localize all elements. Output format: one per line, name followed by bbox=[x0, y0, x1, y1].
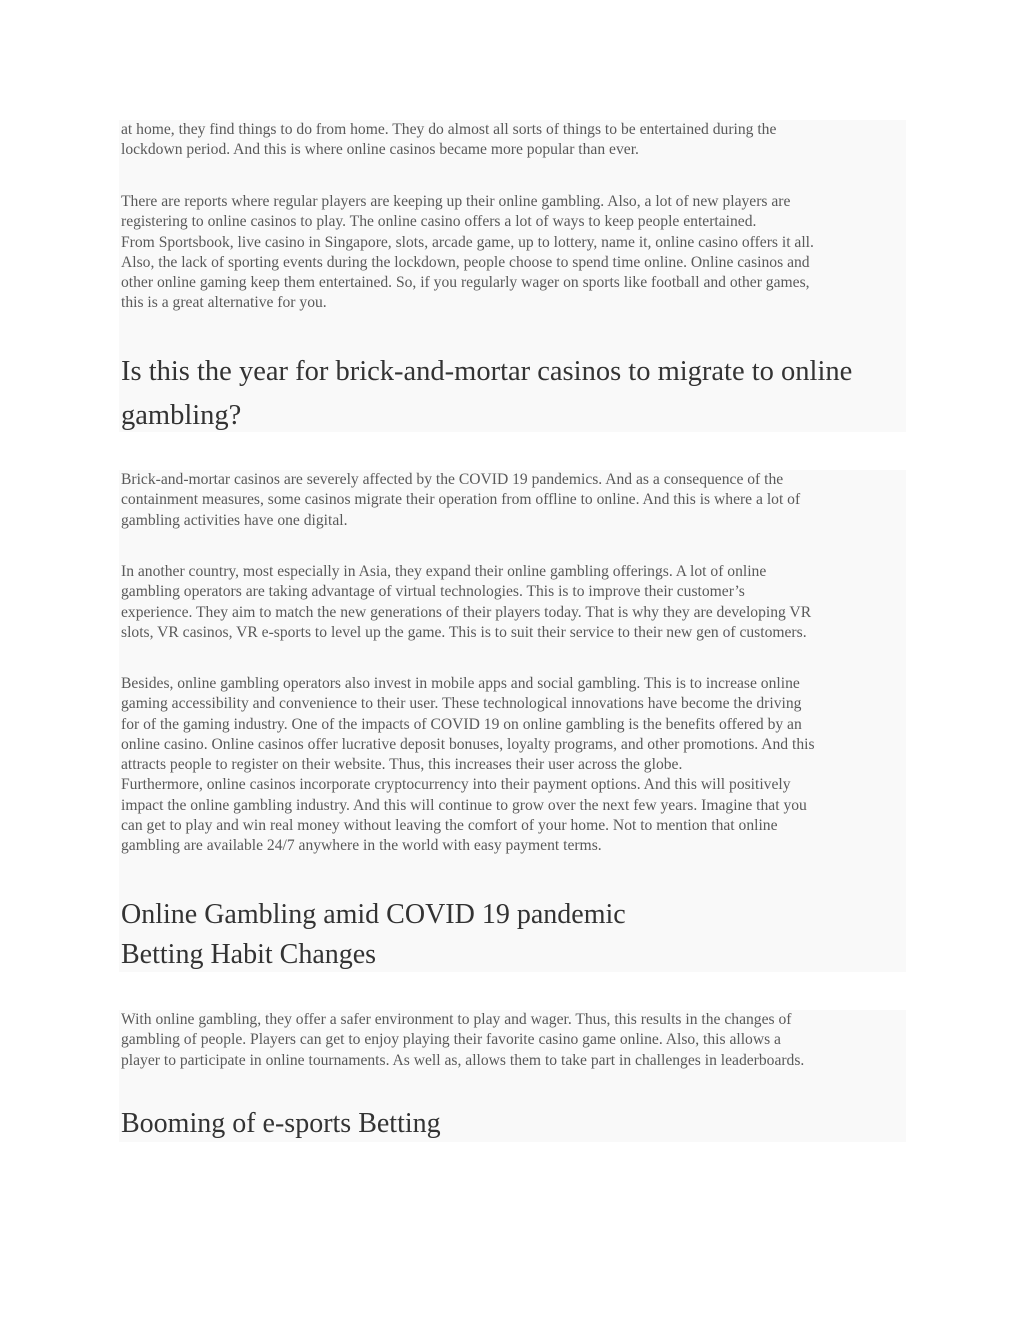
heading-online-gambling-covid: Online Gambling amid COVID 19 pandemic Betting Habit Changes bbox=[121, 899, 626, 970]
paragraph-mobile-apps: Besides, online gambling operators also invest in mobile apps and social gambling. This is to increase online gaming accessibility and convenience to their user. These technological innovations have become the driving for of the gaming industry. One of the impacts of COVID 19 on online gambling is the benefits offered by an online casino. Online casinos offer lucrative deposit bonuses, loyalty programs, and other promotions. And this attracts people to register on their website. Thus, this increases their user across the globe. Furthermore, online casinos incorporate cryptocurrency into their payment options. And this will positively impact the online gambling industry. And this will continue to grow over the next few years. Imagine that you can get to play and win real money without leaving the comfort of your home. Not to mention that online gambling are available 24/7 anywhere in the world with easy payment terms. bbox=[121, 675, 815, 855]
paragraph-brick-and-mortar: Brick-and-mortar casinos are severely affected by the COVID 19 pandemics. And as a consequence of the containment measures, some casinos migrate their operation from offline to online. And this is where a lot of gambling activities have one digital. bbox=[121, 471, 801, 529]
content-block-2 bbox=[119, 470, 906, 972]
paragraph-safer-environment: With online gambling, they offer a safer environment to play and wager. Thus, this results in the changes of gambling of people. Players can get to enjoy playing their favorite casino game online. Also, this allows a player to participate in online tournaments. As well as, allows them to take part in challenges in leaderboards. bbox=[121, 1011, 805, 1069]
paragraph-intro: at home, they find things to do from home. They do almost all sorts of things to be entertained during the lockdown period. And this is where online casinos became more popular than ever. bbox=[121, 121, 777, 159]
heading-esports-betting: Booming of e-sports Betting bbox=[121, 1108, 441, 1139]
content-block-3 bbox=[119, 1010, 906, 1142]
content-block-1 bbox=[119, 120, 906, 432]
heading-brick-and-mortar: Is this the year for brick-and-mortar casinos to migrate to online gambling? bbox=[121, 356, 853, 431]
paragraph-reports: There are reports where regular players are keeping up their online gambling. Also, a lot of new players are registering to online casinos to play. The online casino offers a lot of ways to keep people entertained. From Sportsbook, live casino in Singapore, slots, arcade game, up to lottery, name it, online casino offers it all. Also, the lack of sporting events during the lockdown, people choose to spend time online. Online casinos and other online gaming keep them entertained. So, if you regularly wager on sports like football and other games, this is a great alternative for you. bbox=[121, 193, 814, 312]
paragraph-asia: In another country, most especially in Asia, they expand their online gambling offerings. A lot of online gambling operators are taking advantage of virtual technologies. This is to improve their customer’s experience. They aim to match the new generations of their players today. That is why they are developing VR slots, VR casinos, VR e-sports to level up the game. This is to suit their service to their new gen of customers. bbox=[121, 563, 812, 641]
